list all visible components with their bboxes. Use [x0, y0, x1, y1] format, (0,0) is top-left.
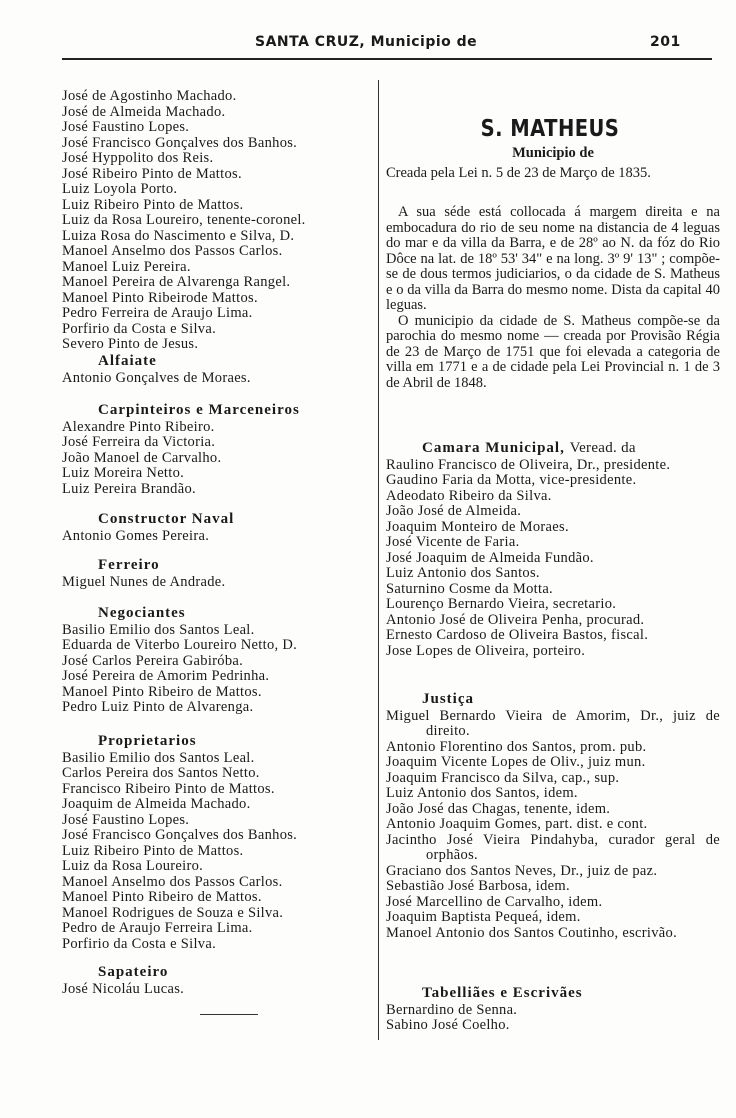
list-item: João José das Chagas, tenente, idem. [386, 800, 611, 817]
list-item: João Manoel de Carvalho. [62, 449, 222, 466]
section-heading: Constructor Naval [98, 511, 235, 527]
list-item: Adeodato Ribeiro da Silva. [386, 487, 552, 504]
column-divider [378, 80, 379, 1040]
running-title: SANTA CRUZ, Municipio de [255, 34, 478, 50]
list-item: José Hyppolito dos Reis. [62, 150, 214, 166]
list-item: Luiz da Rosa Loureiro. [62, 858, 204, 874]
paragraph: A sua séde está collocada á margem direita e na embocadura do rio de seu nome na distancia de 4 leguas do mar e da villa da Barra, e de 28º ao N. da fóz do Rio Dôce na lat. de 18º 53' 34" e na long. 3º 9' 13" ; compõe-se de dous termos judiciarios, o da cidade de S. Matheus e o da villa da Barra do mesmo nome. Dista da capital 40 leguas. [386, 204, 720, 313]
section-alfaiate [62, 354, 251, 386]
section-justica [386, 692, 720, 941]
list-continued [62, 89, 306, 353]
list-item: Sebastião José Barbosa, idem. [386, 878, 570, 894]
list-item: Manoel Anselmo dos Passos Carlos. [62, 873, 283, 890]
list-item: Manoel Antonio dos Santos Coutinho, escrivão. [386, 924, 677, 941]
section-heading-text: Justiça [422, 691, 474, 707]
list-item: José Ribeiro Pinto de Mattos. [62, 165, 242, 182]
list-item: Manoel Pinto Ribeiro de Mattos. [62, 889, 262, 905]
section-heading: Carpinteiros e Marceneiros [98, 402, 300, 418]
list-item: José de Almeida Machado. [62, 103, 226, 120]
section-tabelliaes [386, 986, 720, 1034]
list-item: Raulino Francisco de Oliveira, Dr., presidente. [386, 456, 671, 473]
list-item: Miguel Nunes de Andrade. [62, 573, 226, 590]
list-item: Carlos Pereira dos Santos Netto. [62, 765, 260, 781]
list-item: Sabino José Coelho. [386, 1017, 510, 1033]
list-item: José Joaquim de Almeida Fundão. [386, 549, 594, 566]
list-item: José Marcellino de Carvalho, idem. [386, 893, 603, 910]
subtitle: Municipio de [512, 145, 594, 161]
list-item: Joaquim Baptista Pequeá, idem. [386, 909, 581, 925]
list-item: Manoel Luiz Pereira. [62, 258, 191, 275]
section-carpinteiros [62, 403, 300, 497]
list-item: Severo Pinto de Jesus. [62, 336, 199, 352]
list-item: Miguel Bernardo Vieira de Amorim, Dr., juiz de direito. [386, 707, 720, 739]
list-item: Joaquim de Almeida Machado. [62, 796, 251, 812]
list-item: José Faustino Lopes. [62, 119, 190, 135]
section-heading [386, 692, 720, 708]
section-ferreiro [62, 558, 225, 590]
list-item: Luiz Antonio dos Santos. [386, 565, 540, 581]
list-item: Manoel Pinto Ribeiro de Mattos. [62, 683, 262, 700]
paragraph: O municipio da cidade de S. Matheus compõe-se da parochia do mesmo nome — creada por Provisão Régia de 23 de Março de 1751 que foi elevada a categoria de villa em 1771 e a de cidade pela Lei Provincial n. 1 de 3 de Abril de 1848. [386, 312, 720, 391]
list-item: Pedro Ferreira de Araujo Lima. [62, 305, 253, 321]
list-item: Antonio Gonçalves de Moraes. [62, 369, 251, 386]
list-item: Manoel Pereira de Alvarenga Rangel. [62, 274, 291, 290]
section-heading: Alfaiate [98, 353, 157, 369]
municipality-title: S. MATHEUS [480, 116, 620, 142]
list-item: Pedro de Araujo Ferreira Lima. [62, 920, 253, 936]
list-item: Antonio José de Oliveira Penha, procurad. [386, 611, 645, 628]
list-item: Saturnino Cosme da Motta. [386, 580, 553, 597]
list-item: Basilio Emilio dos Santos Leal. [62, 749, 255, 766]
section-heading: Ferreiro [98, 557, 160, 573]
header-rule [62, 58, 712, 60]
section-heading [386, 986, 720, 1002]
section-heading-text: Tabelliães e Escrivães [422, 985, 583, 1001]
list-item: Luiz Ribeiro Pinto de Mattos. [62, 196, 244, 213]
list-item: Antonio Florentino dos Santos, prom. pub. [386, 738, 647, 755]
creation-line: Creada pela Lei n. 5 de 23 de Março de 1835. [386, 165, 651, 181]
list-item: Basilio Emilio dos Santos Leal. [62, 621, 255, 638]
section-heading-note: Veread. da [569, 440, 636, 456]
list-item: Antonio Joaquim Gomes, part. dist. e cont. [386, 816, 648, 832]
list-item: Manoel Rodrigues de Souza e Silva. [62, 904, 284, 921]
list-item: José Francisco Gonçalves dos Banhos. [62, 134, 298, 151]
list-item: Joaquim Vicente Lopes de Oliv., juiz mun. [386, 754, 646, 770]
list-item: Graciano dos Santos Neves, Dr., juiz de paz. [386, 862, 658, 879]
list-item: José Pereira de Amorim Pedrinha. [62, 668, 270, 684]
list-item: Lourenço Bernardo Vieira, secretario. [386, 596, 617, 612]
list-item: Luiza Rosa do Nascimento e Silva, D. [62, 227, 295, 244]
list-item: Jose Lopes de Oliveira, porteiro. [386, 642, 586, 659]
list-item: Luiz Pereira Brandão. [62, 480, 196, 497]
list-item: João José de Almeida. [386, 503, 522, 519]
list-item: Porfirio da Costa e Silva. [62, 320, 216, 337]
list-item: Luiz da Rosa Loureiro, tenente-coronel. [62, 212, 306, 228]
section-constructor [62, 512, 234, 544]
section-proprietarios [62, 734, 297, 952]
list-item: José Francisco Gonçalves dos Banhos. [62, 827, 298, 843]
list-item: José Faustino Lopes. [62, 811, 190, 828]
list-item: Porfirio da Costa e Silva. [62, 935, 216, 952]
end-rule [200, 1014, 258, 1015]
list-item: Eduarda de Viterbo Loureiro Netto, D. [62, 637, 298, 653]
page-number: 201 [650, 34, 681, 50]
list-item: Francisco Ribeiro Pinto de Mattos. [62, 780, 275, 797]
list-item: Joaquim Monteiro de Moraes. [386, 518, 569, 535]
section-camara [386, 441, 720, 659]
list-item: Luiz Moreira Netto. [62, 465, 185, 481]
list-item: José Vicente de Faria. [386, 534, 520, 550]
list-item: Gaudino Faria da Motta, vice-presidente. [386, 472, 637, 488]
section-heading: Sapateiro [98, 964, 169, 980]
section-heading: Negociantes [98, 605, 186, 621]
description [386, 205, 720, 391]
section-sapateiro [62, 965, 184, 997]
list-item: José Ferreira da Victoria. [62, 434, 216, 450]
list-item: Pedro Luiz Pinto de Alvarenga. [62, 699, 254, 715]
list-item: José Carlos Pereira Gabiróba. [62, 652, 244, 669]
list-item: Ernesto Cardoso de Oliveira Bastos, fiscal. [386, 627, 649, 643]
list-item: José Nicoláu Lucas. [62, 980, 185, 997]
section-heading [386, 441, 720, 457]
list-item: Luiz Antonio dos Santos, idem. [386, 785, 578, 801]
list-item: Manoel Pinto Ribeirode Mattos. [62, 289, 258, 306]
list-item: José de Agostinho Machado. [62, 88, 237, 104]
section-heading-text: Camara Municipal, [422, 440, 565, 456]
list-item: Luiz Loyola Porto. [62, 181, 178, 197]
list-item: Joaquim Francisco da Silva, cap., sup. [386, 769, 620, 786]
list-item: Luiz Ribeiro Pinto de Mattos. [62, 842, 244, 859]
section-heading: Proprietarios [98, 733, 197, 749]
section-negociantes [62, 606, 297, 716]
list-item: Bernardino de Senna. [386, 1001, 518, 1018]
list-item: Alexandre Pinto Ribeiro. [62, 418, 215, 435]
list-item: Manoel Anselmo dos Passos Carlos. [62, 243, 283, 259]
list-item: Jacintho José Vieira Pindahyba, curador geral de orphãos. [386, 831, 720, 863]
list-item: Antonio Gomes Pereira. [62, 527, 210, 544]
